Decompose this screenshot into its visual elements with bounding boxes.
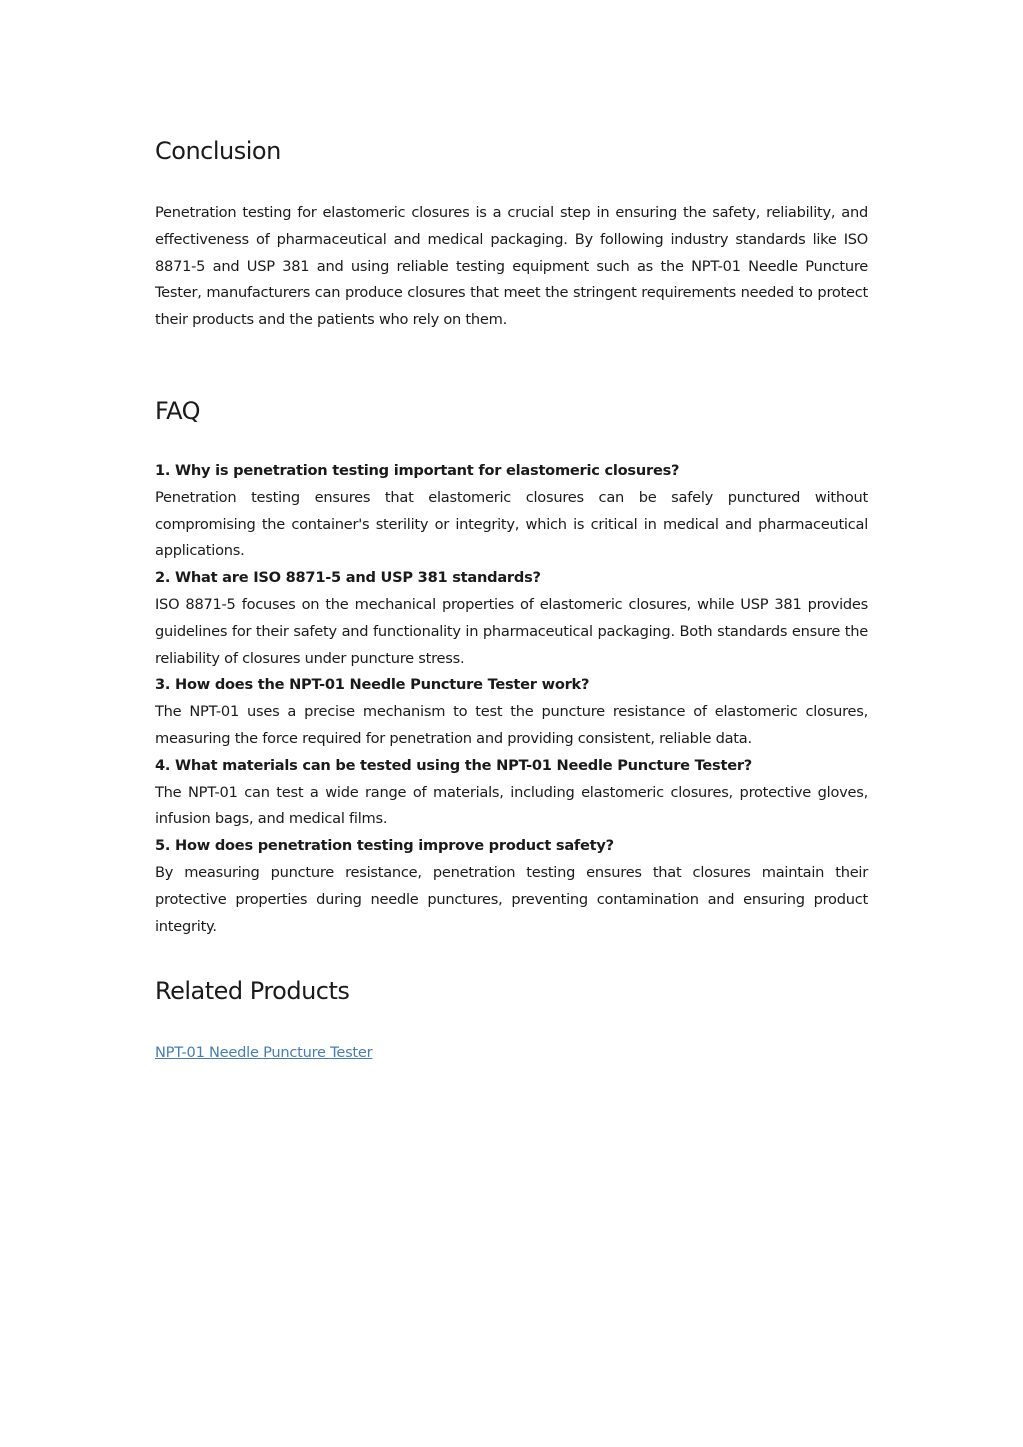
faq-answer: Penetration testing ensures that elastomeric closures can be safely punctured without compromising the container's sterility or integrity, which is critical in medical and pharmaceutical applications. [155,488,868,560]
faq-item [155,565,868,672]
faq-question: 1. Why is penetration testing important for elastomeric closures? [155,462,680,479]
faq-item [155,458,868,565]
conclusion-paragraph: Penetration testing for elastomeric closures is a crucial step in ensuring the safety, reliability, and effectiveness of pharmaceutical and medical packaging. By following industry standards like ISO 8871-5 and USP 381 and using reliable testing equipment such as the NPT-01 Needle Puncture Tester, manufacturers can produce closures that meet the stringent requirements needed to protect their products and the patients who rely on them. [155,204,868,329]
faq-item [155,833,868,940]
faq-item [155,672,868,752]
faq-answer: ISO 8871-5 focuses on the mechanical properties of elastomeric closures, while USP 381 provides guidelines for their safety and functionality in pharmaceutical packaging. Both standards ensure the reliability of closures under puncture stress. [155,595,868,667]
faq-question: 5. How does penetration testing improve product safety? [155,837,614,855]
faq-heading: FAQ [155,397,200,425]
conclusion-heading: Conclusion [155,137,281,165]
faq-item [155,753,868,833]
faq-answer: The NPT-01 can test a wide range of materials, including elastomeric closures, protective gloves, infusion bags, and medical films. [155,783,868,828]
faq-question: 2. What are ISO 8871-5 and USP 381 standards? [155,569,541,587]
faq-answer: The NPT-01 uses a precise mechanism to test the puncture resistance of elastomeric closures, measuring the force required for penetration and providing consistent, reliable data. [155,703,868,747]
faq-answer: By measuring puncture resistance, penetration testing ensures that closures maintain their protective properties during needle punctures, preventing contamination and ensuring product integrity. [155,863,868,935]
faq-question: 3. How does the NPT-01 Needle Puncture Tester work? [155,676,590,694]
related-products-heading: Related Products [155,977,350,1005]
related-product-link[interactable]: NPT-01 Needle Puncture Tester [155,1044,373,1061]
faq-list [155,458,868,940]
faq-question: 4. What materials can be tested using the NPT-01 Needle Puncture Tester? [155,756,753,774]
